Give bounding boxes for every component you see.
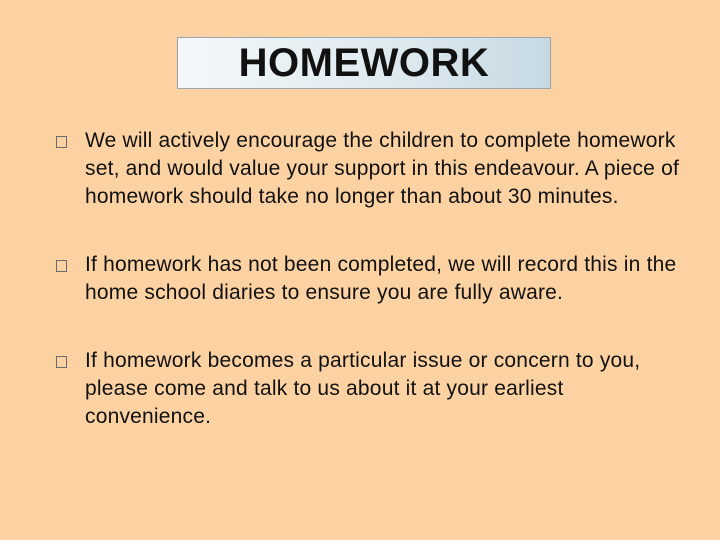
square-bullet-icon [56, 136, 67, 148]
list-item [56, 127, 686, 211]
title-box [177, 37, 551, 89]
bullet-text: If homework becomes a particular issue or concern to you, please come and talk to us about it at your earliest convenience. [85, 349, 641, 428]
list-item [56, 251, 686, 307]
bullet-text: We will actively encourage the children to complete homework set, and would value your support in this endeavour. A piece of homework should take no longer than about 30 minutes. [85, 129, 679, 208]
square-bullet-icon [56, 260, 67, 272]
page-title: HOMEWORK [238, 41, 490, 85]
bullet-list [56, 127, 686, 471]
list-item [56, 347, 686, 431]
bullet-text: If homework has not been completed, we will record this in the home school diaries to ensure you are fully aware. [85, 253, 677, 304]
square-bullet-icon [56, 356, 67, 368]
